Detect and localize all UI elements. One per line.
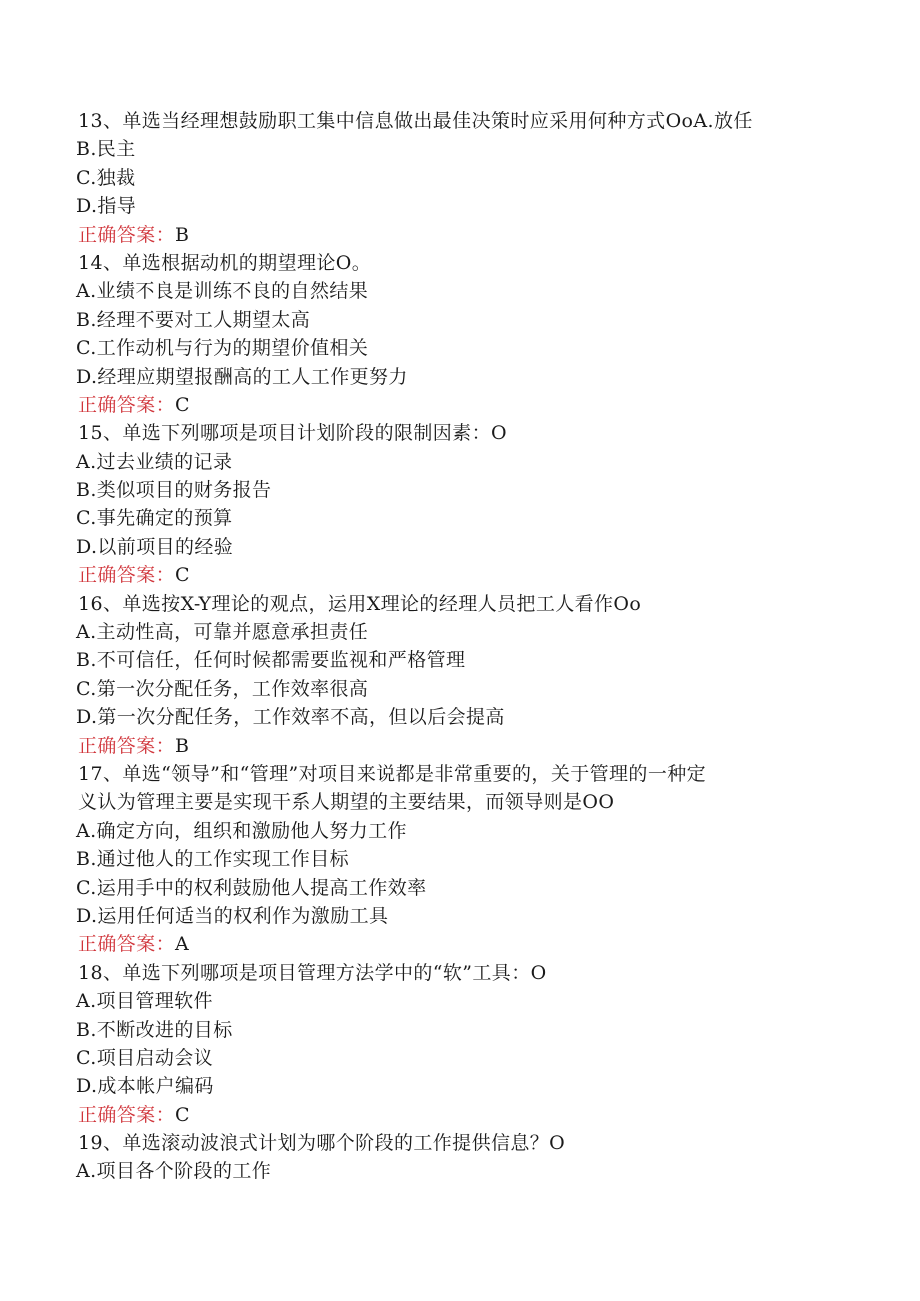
question-text: 18、单选下列哪项是项目管理方法学中的“软”工具：O — [78, 961, 547, 984]
question-18 — [0, 959, 920, 1129]
option-b: B.经理不要对工人期望太高 — [76, 308, 311, 331]
option-b: B.民主 — [76, 138, 136, 161]
option-c: C.项目启动会议 — [76, 1046, 214, 1069]
correct-answer — [0, 1101, 920, 1129]
option-a: A.项目管理软件 — [76, 990, 213, 1013]
answer-label: 正确答案： — [78, 223, 176, 246]
question-text: 19、单选滚动波浪式计划为哪个阶段的工作提供信息？O — [78, 1132, 566, 1155]
option-b: B.不断改进的目标 — [76, 1018, 233, 1041]
option-d: D.指导 — [76, 195, 137, 218]
option-a: A.确定方向，组织和激励他人努力工作 — [76, 819, 407, 842]
answer-label: 正确答案： — [78, 734, 176, 757]
option-a: A.业绩不良是训练不良的自然结果 — [76, 280, 369, 303]
question-14 — [0, 249, 920, 419]
answer-value: A — [175, 933, 190, 956]
question-17 — [0, 760, 920, 959]
correct-answer — [0, 221, 920, 249]
question-text-continued: 义认为管理主要是实现干系人期望的主要结果，而领导则是OO — [78, 791, 615, 814]
correct-answer — [0, 930, 920, 958]
answer-label: 正确答案： — [78, 393, 176, 416]
question-text: 16、单选按X-Y理论的观点，运用X理论的经理人员把工人看作Oo — [78, 592, 642, 615]
answer-value: C — [175, 564, 190, 587]
option-c: C.独裁 — [76, 166, 136, 189]
option-d: D.以前项目的经验 — [76, 535, 234, 558]
option-c: C.第一次分配任务，工作效率很高 — [76, 677, 369, 700]
question-19 — [0, 1129, 920, 1186]
question-15 — [0, 419, 920, 589]
question-text: 17、单选“领导”和“管理”对项目来说都是非常重要的，关于管理的一种定 — [78, 762, 707, 785]
option-b: B.不可信任，任何时候都需要监视和严格管理 — [76, 649, 466, 672]
question-text: 15、单选下列哪项是项目计划阶段的限制因素：O — [78, 422, 507, 445]
correct-answer — [0, 561, 920, 589]
answer-label: 正确答案： — [78, 933, 176, 956]
correct-answer — [0, 391, 920, 419]
answer-value: B — [175, 223, 190, 246]
answer-value: C — [175, 1103, 190, 1126]
option-c: C.工作动机与行为的期望价值相关 — [76, 337, 369, 360]
option-a: A.项目各个阶段的工作 — [76, 1160, 272, 1183]
answer-value: C — [175, 393, 190, 416]
option-b: B.类似项目的财务报告 — [76, 479, 272, 502]
question-text: 13、单选当经理想鼓励职工集中信息做出最佳决策时应采用何种方式OoA.放任 — [78, 110, 753, 132]
question-16 — [0, 590, 920, 760]
option-d: D.运用任何适当的权利作为激励工具 — [76, 904, 389, 927]
answer-label: 正确答案： — [78, 564, 176, 587]
option-b: B.通过他人的工作实现工作目标 — [76, 848, 350, 871]
answer-label: 正确答案： — [78, 1103, 176, 1126]
correct-answer — [0, 732, 920, 760]
option-d: D.经理应期望报酬高的工人工作更努力 — [76, 365, 408, 388]
document-page — [0, 107, 920, 1186]
question-text: 14、单选根据动机的期望理论O。 — [78, 251, 372, 274]
option-d: D.成本帐户编码 — [76, 1075, 214, 1098]
option-c: C.事先确定的预算 — [76, 507, 233, 530]
option-d: D.第一次分配任务，工作效率不高，但以后会提高 — [76, 706, 505, 729]
option-a: A.主动性高，可靠并愿意承担责任 — [76, 621, 369, 644]
question-13 — [0, 107, 920, 249]
answer-value: B — [175, 734, 190, 757]
option-c: C.运用手中的权利鼓励他人提高工作效率 — [76, 876, 427, 899]
option-a: A.过去业绩的记录 — [76, 450, 233, 473]
